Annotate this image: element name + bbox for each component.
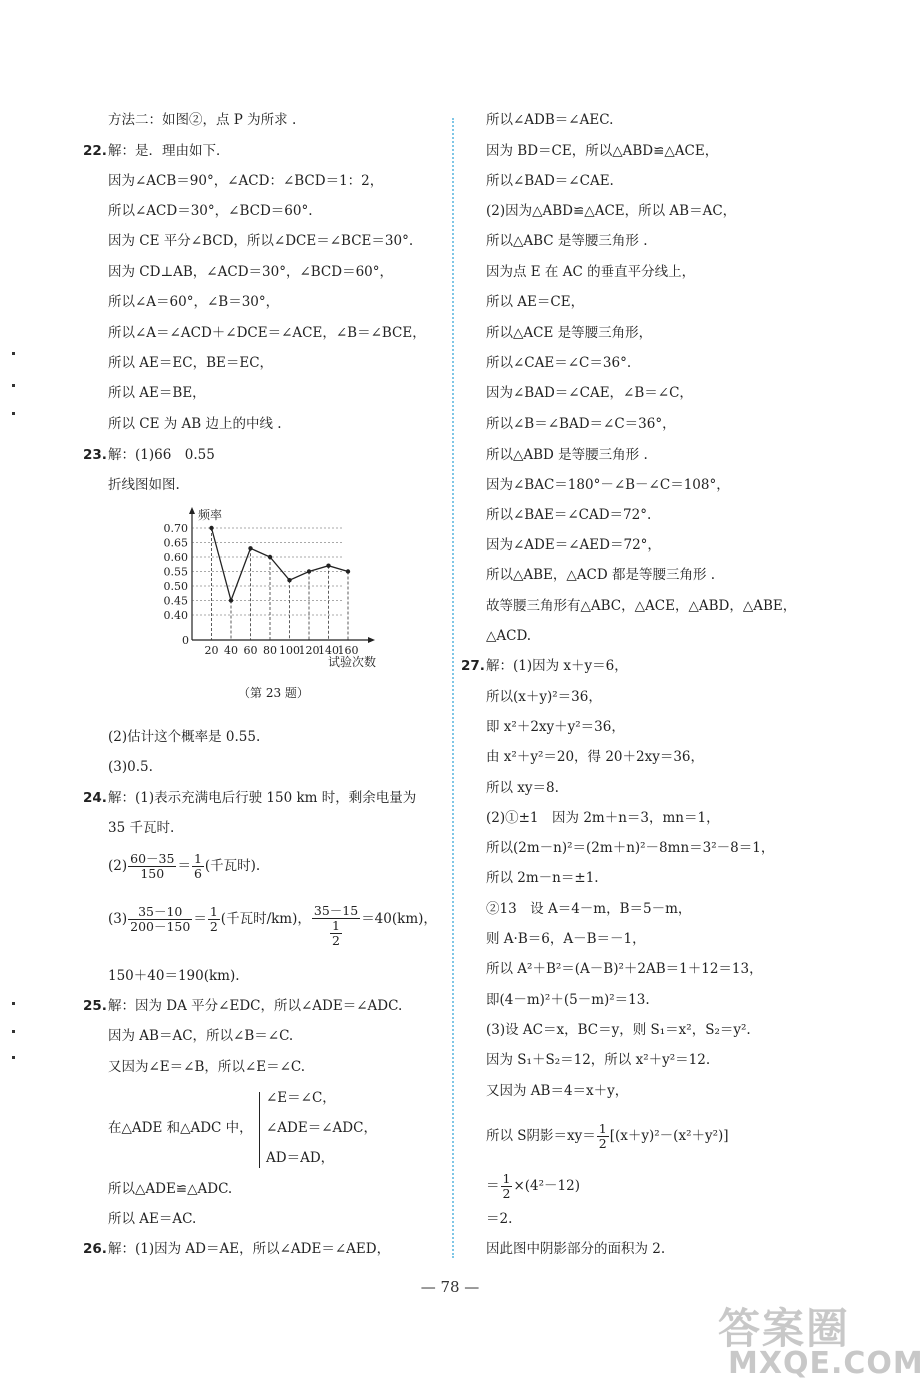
q24-line-3 [108,852,260,881]
fraction-denominator: 150 [140,866,165,881]
q24-part2-label: (2) [108,858,128,874]
right-line-33: 又因为 AB＝4＝x＋y， [486,1083,629,1099]
x-axis-arrow [368,637,375,643]
x-tick-label: 40 [224,644,238,657]
result-text: ＝40(km)， [361,911,437,927]
x-axis-label: 试验次数 [328,655,377,669]
expression-text: [(x＋y)²－(x²＋y²)] [609,1128,729,1144]
brace-row-2: ∠ADE＝∠ADC， [266,1120,377,1136]
right-line-12: 所以△ABD 是等腰三角形 . [486,447,648,463]
right-line-3: 所以∠BAD＝∠CAE. [486,173,614,189]
fraction [128,905,192,934]
q24-line-2: 35 千瓦时. [108,820,175,836]
fraction-denominator: 2 [502,1186,511,1201]
q22-line-10: 所以 CE 为 AB 边上的中线 . [108,416,282,432]
right-line-14: 所以∠BAE＝∠CAD＝72°. [486,507,652,523]
expression-text: ×(4²－12) [513,1178,580,1194]
data-point [248,546,252,550]
right-line-30: 即(4－m)²＋(5－m)²＝13. [486,992,650,1008]
q22-line-1: 解：是．理由如下． [108,143,230,159]
frequency-line-chart [160,502,390,672]
x-tick-label: 100 [279,644,300,657]
right-line-21: 即 x²＋2xy＋y²＝36， [486,719,625,735]
q24-line-5: 150＋40＝190(km). [108,968,240,984]
right-line-35 [486,1172,580,1201]
watermark-logo: 答案圈 [718,1304,851,1353]
right-line-17: 故等腰三角形有△ABC，△ACE，△ABD，△ABE， [486,598,797,614]
right-line-29: 所以 A²＋B²＝(A－B)²＋2AB＝1＋12＝13， [486,961,763,977]
q25-line-3: 又因为∠E＝∠B，所以∠E＝∠C. [108,1059,306,1075]
q24-part3-label: (3) [108,911,128,927]
y-tick-label: 0.60 [163,551,188,564]
right-line-31: (3)设 AC＝x，BC＝y，则 S₁＝x²，S₂＝y². [486,1022,751,1038]
equals: ＝ [177,858,191,874]
right-line-5: 所以△ABC 是等腰三角形 . [486,233,648,249]
origin-label: 0 [182,634,189,647]
x-tick-label: 140 [318,644,339,657]
q25-line-4: 在△ADE 和△ADC 中， [108,1120,253,1136]
scan-mark [12,412,15,415]
y-tick-label: 0.70 [163,522,188,535]
q22-number: 22. [83,143,107,159]
q25-line-6: 所以 AE＝AC. [108,1211,197,1227]
q22-line-2: 因为∠ACB＝90°，∠ACD：∠BCD＝1：2， [108,173,384,189]
fraction-denominator [312,919,360,948]
fraction-denominator: 6 [193,866,202,881]
q26-line-1: 解：(1)因为 AD＝AE，所以∠ADE＝∠AED， [108,1241,391,1257]
y-tick-label: 0.45 [163,594,188,608]
chart-caption: （第 23 题） [238,686,309,700]
scan-mark [12,1030,15,1033]
right-line-4: (2)因为△ABD≌△ACE，所以 AB＝AC， [486,203,737,219]
data-point [307,569,311,573]
fraction-numerator: 1 [598,1121,607,1136]
q25-line-2: 因为 AB＝AC，所以∠B＝∠C. [108,1028,294,1044]
right-line-24: (2)①±1 因为 2m＋n＝3，mn＝1， [486,810,720,826]
right-line-8: 所以△ACE 是等腰三角形， [486,325,653,341]
watermark-url: MXQE.COM [728,1346,924,1381]
right-line-20: 所以(x＋y)²＝36， [486,689,602,705]
data-point [209,526,213,530]
scan-mark [12,1002,15,1005]
right-line-37: 因此图中阴影部分的面积为 2. [486,1241,666,1257]
right-line-7: 所以 AE＝CE， [486,294,585,310]
fraction [597,1122,609,1151]
q24-number: 24. [83,790,107,806]
right-line-18: △ACD. [486,628,532,644]
y-axis-label: 频率 [198,508,223,522]
q22-line-3: 所以∠ACD＝30°，∠BCD＝60°. [108,203,313,219]
fraction-numerator: 35－10 [128,905,192,920]
right-line-2: 因为 BD＝CE，所以△ABD≌△ACE， [486,143,719,159]
right-line-25: 所以(2m－n)²＝(2m＋n)²－8mn＝3²－8＝1， [486,840,775,856]
right-line-19: 解：(1)因为 x＋y＝6， [486,658,628,674]
unit-text: (千瓦时/km)， [220,911,311,927]
data-point [346,569,350,573]
x-tick-label: 120 [298,644,320,657]
fraction-denominator: 2 [209,919,218,934]
right-line-28: 则 A·B＝6，A－B＝－1， [486,931,646,947]
brace-row-3: AD＝AD， [266,1150,335,1166]
brace-bar [259,1092,260,1168]
x-tick-label: 60 [243,644,258,657]
scan-mark [12,384,15,387]
right-line-23: 所以 xy＝8. [486,780,559,796]
q23-line-4: (3)0.5. [108,759,153,775]
fraction-denominator: 200－150 [130,919,191,934]
y-tick-label: 0.65 [163,536,188,550]
right-line-16: 所以△ABE，△ACD 都是等腰三角形 . [486,567,716,583]
right-line-27: ②13 设 A＝4－m，B＝5－m， [486,901,692,917]
q23-line-2: 折线图如图. [108,477,180,493]
q24-line-4 [108,904,437,948]
q25-number: 25. [83,998,107,1014]
y-tick-label: 0.55 [163,565,188,579]
q22-line-9: 所以 AE＝BE， [108,385,206,401]
right-line-36: ＝2. [486,1211,513,1227]
q26-number: 26. [83,1241,107,1257]
right-line-11: 所以∠B＝∠BAD＝∠C＝36°， [486,416,676,432]
fraction [128,852,176,881]
y-tick-label: 0.40 [163,609,188,622]
scan-mark [12,1056,15,1059]
fraction-numerator: 35－15 [313,903,359,918]
fraction-numerator: 1 [209,904,218,919]
fraction-numerator: 60－35 [130,851,175,866]
right-line-9: 所以∠CAE＝∠C＝36°. [486,355,632,371]
equals: ＝ [193,911,207,927]
column-divider [452,118,454,1258]
method-two-line: 方法二：如图②，点 P 为所求 . [108,112,297,128]
right-line-26: 所以 2m－n＝±1. [486,870,599,886]
q25-line-1: 解：因为 DA 平分∠EDC，所以∠ADE＝∠ADC. [108,998,403,1014]
fraction-numerator: 1 [502,1171,511,1186]
data-point [229,598,233,602]
shaded-area-text: 所以 S阴影＝xy＝ [486,1128,596,1144]
brace-row-1: ∠E＝∠C， [266,1090,336,1106]
fraction [208,905,220,934]
fraction-denominator: 2 [598,1136,607,1151]
right-line-1: 所以∠ADB＝∠AEC. [486,112,614,128]
right-line-34 [486,1122,729,1151]
y-axis-arrow [189,507,195,514]
equals: ＝ [486,1178,500,1194]
data-point [268,555,272,559]
right-line-22: 由 x²＋y²＝20，得 20＋2xy＝36， [486,749,705,765]
q22-line-4: 因为 CE 平分∠BCD，所以∠DCE＝∠BCE＝30°. [108,233,414,249]
page-number: — 78 — [420,1278,480,1296]
q22-line-6: 所以∠A＝60°，∠B＝30°， [108,294,280,310]
q22-line-8: 所以 AE＝EC，BE＝EC， [108,355,274,371]
q27-number: 27. [461,658,485,674]
right-line-10: 因为∠BAD＝∠CAE，∠B＝∠C， [486,385,693,401]
q25-line-5: 所以△ADE≌△ADC. [108,1181,233,1197]
right-line-32: 因为 S₁＋S₂＝12，所以 x²＋y²＝12. [486,1052,711,1068]
unit-text: (千瓦时). [204,858,261,874]
q22-line-7: 所以∠A＝∠ACD＋∠DCE＝∠ACE，∠B＝∠BCE， [108,325,426,341]
data-point [326,564,330,568]
x-tick-label: 20 [204,644,219,657]
compound-fraction [312,904,360,948]
fraction-denominator: 2 [332,933,340,948]
q24-line-1: 解：(1)表示充满电后行驶 150 km 时，剩余电量为 [108,790,417,806]
fraction-numerator: 1 [193,851,202,866]
right-line-13: 因为∠BAC＝180°－∠B－∠C＝108°， [486,477,730,493]
y-tick-label: 0.50 [163,580,188,593]
fraction [330,919,342,948]
scan-mark [12,352,15,355]
fraction-numerator: 1 [332,918,340,933]
x-tick-label: 160 [337,644,359,657]
q22-line-5: 因为 CD⊥AB，∠ACD＝30°，∠BCD＝60°， [108,264,394,280]
q23-number: 23. [83,447,107,463]
x-tick-label: 80 [263,644,277,657]
q23-line-1: 解：(1)66 0.55 [108,447,215,463]
right-line-15: 因为∠ADE＝∠AED＝72°， [486,537,661,553]
fraction [192,852,204,881]
fraction [501,1172,513,1201]
right-line-6: 因为点 E 在 AC 的垂直平分线上， [486,264,696,280]
data-point [287,578,291,582]
q23-line-3: (2)估计这个概率是 0.55. [108,729,261,745]
